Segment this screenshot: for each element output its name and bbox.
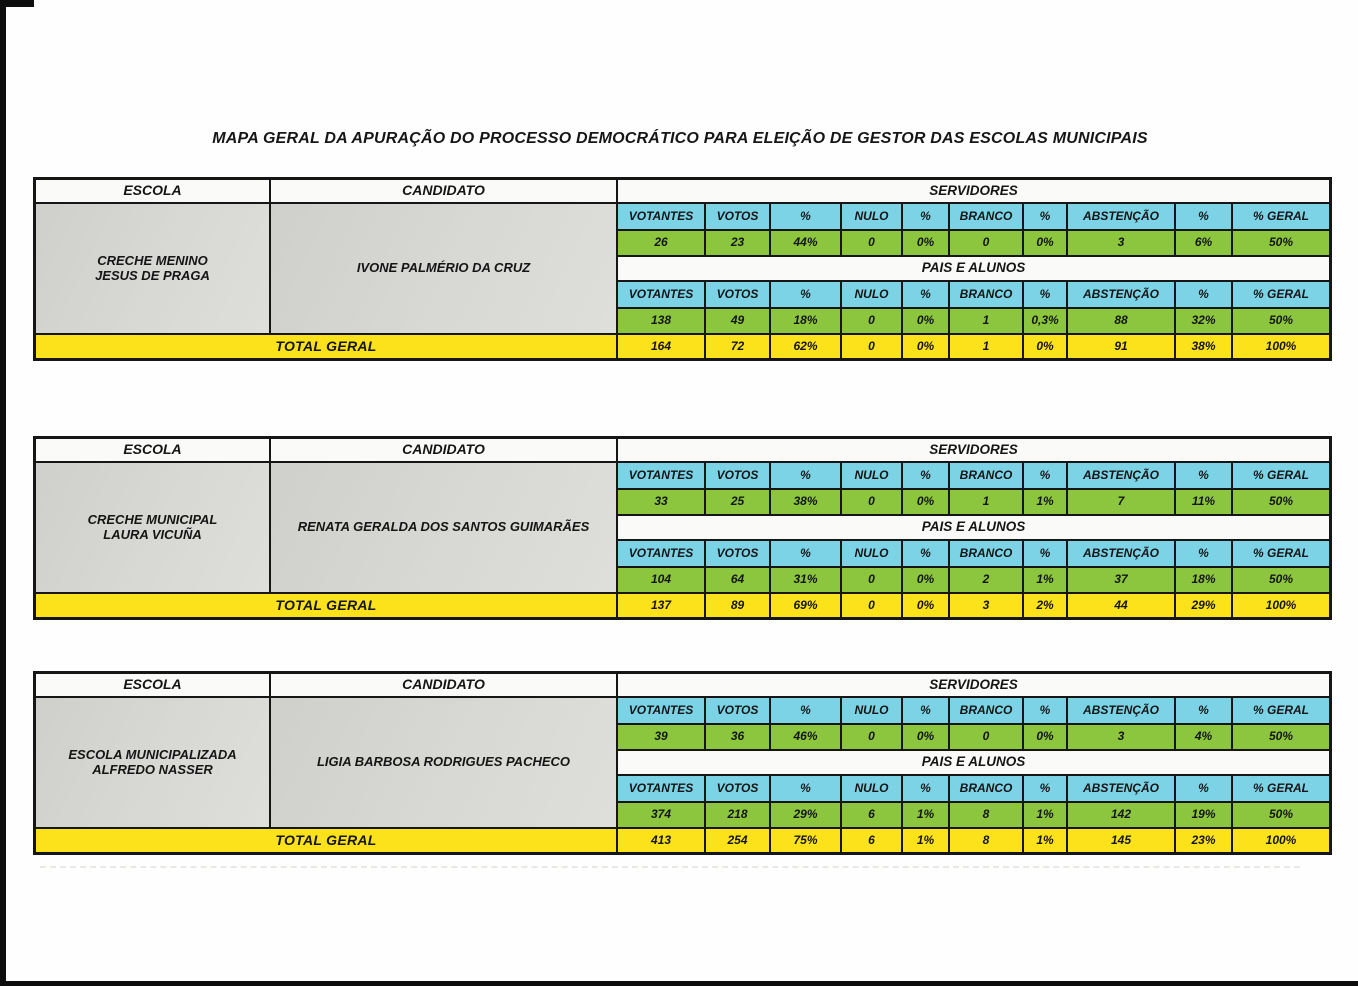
column-header-cell: ABSTENÇÃO xyxy=(1068,541,1174,566)
column-header-cell: BRANCO xyxy=(950,776,1022,801)
total-value-cell: 0% xyxy=(1024,335,1066,358)
pais-value-cell: 1% xyxy=(1024,803,1066,827)
servidores-value-cell: 26 xyxy=(618,231,704,255)
pais-value-cell: 32% xyxy=(1176,309,1231,333)
pais-value-cell: 29% xyxy=(771,803,840,827)
candidato-header-cell: CANDIDATO xyxy=(271,674,616,696)
scan-edge-bottom xyxy=(0,981,1358,986)
column-header-cell: % xyxy=(771,282,840,307)
school-name-line: CRECHE MENINO xyxy=(97,253,208,269)
school-name-line: ESCOLA MUNICIPALIZADA xyxy=(68,747,237,763)
school-name-line: ALFREDO NASSER xyxy=(92,761,213,777)
school-result-table xyxy=(33,671,1332,855)
column-header-cell: VOTOS xyxy=(706,463,769,488)
total-value-cell: 254 xyxy=(706,829,769,852)
column-header-cell: ABSTENÇÃO xyxy=(1068,204,1174,229)
pais-e-alunos-section-header: PAIS E ALUNOS xyxy=(618,751,1329,774)
total-value-cell: 6 xyxy=(842,829,901,852)
column-header-cell: % GERAL xyxy=(1233,776,1329,801)
column-header-cell: % GERAL xyxy=(1233,463,1329,488)
column-header-cell: ABSTENÇÃO xyxy=(1068,698,1174,723)
servidores-value-cell: 0 xyxy=(842,725,901,749)
scan-artifact-line xyxy=(40,866,1300,868)
total-value-cell: 3 xyxy=(950,594,1022,617)
servidores-value-cell: 1% xyxy=(1024,490,1066,514)
total-value-cell: 0 xyxy=(842,594,901,617)
column-header-cell: % xyxy=(903,776,948,801)
scan-corner-artifact xyxy=(0,0,34,7)
servidores-value-cell: 0% xyxy=(1024,231,1066,255)
column-header-cell: % xyxy=(771,698,840,723)
total-label-cell: TOTAL GERAL xyxy=(36,829,616,852)
total-value-cell: 0% xyxy=(903,335,948,358)
column-header-cell: VOTOS xyxy=(706,541,769,566)
column-header-cell: VOTANTES xyxy=(618,282,704,307)
column-header-cell: BRANCO xyxy=(950,463,1022,488)
total-value-cell: 2% xyxy=(1024,594,1066,617)
scan-edge-left xyxy=(0,0,6,986)
servidores-value-cell: 46% xyxy=(771,725,840,749)
pais-value-cell: 1% xyxy=(1024,568,1066,592)
total-value-cell: 1 xyxy=(950,335,1022,358)
pais-value-cell: 50% xyxy=(1233,803,1329,827)
column-header-cell: % xyxy=(1176,541,1231,566)
column-header-cell: % xyxy=(1024,282,1066,307)
candidate-name-cell: LIGIA BARBOSA RODRIGUES PACHECO xyxy=(271,698,616,827)
servidores-value-cell: 50% xyxy=(1233,490,1329,514)
total-value-cell: 8 xyxy=(950,829,1022,852)
school-name-line: CRECHE MUNICIPAL xyxy=(87,512,218,528)
column-header-cell: % GERAL xyxy=(1233,541,1329,566)
total-value-cell: 164 xyxy=(618,335,704,358)
servidores-value-cell: 0% xyxy=(903,490,948,514)
column-header-cell: % xyxy=(1024,698,1066,723)
school-result-table xyxy=(33,436,1332,620)
column-header-cell: VOTANTES xyxy=(618,541,704,566)
servidores-value-cell: 3 xyxy=(1068,231,1174,255)
column-header-cell: BRANCO xyxy=(950,698,1022,723)
column-header-cell: % xyxy=(903,282,948,307)
column-header-cell: % xyxy=(771,463,840,488)
pais-value-cell: 6 xyxy=(842,803,901,827)
pais-e-alunos-section-header: PAIS E ALUNOS xyxy=(618,257,1329,280)
school-name-cell xyxy=(36,463,269,592)
pais-value-cell: 2 xyxy=(950,568,1022,592)
column-header-cell: VOTOS xyxy=(706,204,769,229)
column-header-cell: % xyxy=(903,204,948,229)
total-value-cell: 62% xyxy=(771,335,840,358)
total-value-cell: 91 xyxy=(1068,335,1174,358)
pais-value-cell: 0% xyxy=(903,309,948,333)
pais-value-cell: 19% xyxy=(1176,803,1231,827)
total-value-cell: 72 xyxy=(706,335,769,358)
column-header-cell: BRANCO xyxy=(950,282,1022,307)
column-header-cell: VOTANTES xyxy=(618,463,704,488)
column-header-cell: % xyxy=(1024,776,1066,801)
servidores-value-cell: 4% xyxy=(1176,725,1231,749)
servidores-value-cell: 0% xyxy=(1024,725,1066,749)
column-header-cell: ABSTENÇÃO xyxy=(1068,463,1174,488)
pais-value-cell: 49 xyxy=(706,309,769,333)
column-header-cell: % xyxy=(1176,776,1231,801)
school-name-cell xyxy=(36,204,269,333)
total-value-cell: 1% xyxy=(1024,829,1066,852)
pais-e-alunos-section-header: PAIS E ALUNOS xyxy=(618,516,1329,539)
servidores-section-header: SERVIDORES xyxy=(618,674,1329,696)
school-result-table xyxy=(33,177,1332,361)
school-name-cell xyxy=(36,698,269,827)
pais-value-cell: 50% xyxy=(1233,309,1329,333)
pais-value-cell: 1% xyxy=(903,803,948,827)
column-header-cell: % xyxy=(1176,698,1231,723)
column-header-cell: % xyxy=(903,463,948,488)
column-header-cell: BRANCO xyxy=(950,204,1022,229)
column-header-cell: NULO xyxy=(842,204,901,229)
pais-value-cell: 142 xyxy=(1068,803,1174,827)
servidores-value-cell: 0 xyxy=(842,231,901,255)
column-header-cell: % GERAL xyxy=(1233,698,1329,723)
servidores-value-cell: 0 xyxy=(950,231,1022,255)
pais-value-cell: 18% xyxy=(771,309,840,333)
servidores-value-cell: 0% xyxy=(903,231,948,255)
total-value-cell: 29% xyxy=(1176,594,1231,617)
escola-header-cell: ESCOLA xyxy=(36,180,269,202)
column-header-cell: NULO xyxy=(842,776,901,801)
total-value-cell: 1% xyxy=(903,829,948,852)
column-header-cell: VOTOS xyxy=(706,698,769,723)
pais-value-cell: 0 xyxy=(842,568,901,592)
total-value-cell: 23% xyxy=(1176,829,1231,852)
servidores-value-cell: 11% xyxy=(1176,490,1231,514)
pais-value-cell: 138 xyxy=(618,309,704,333)
total-value-cell: 75% xyxy=(771,829,840,852)
column-header-cell: ABSTENÇÃO xyxy=(1068,776,1174,801)
candidato-header-cell: CANDIDATO xyxy=(271,180,616,202)
column-header-cell: % xyxy=(1024,463,1066,488)
servidores-section-header: SERVIDORES xyxy=(618,180,1329,202)
column-header-cell: VOTOS xyxy=(706,776,769,801)
pais-value-cell: 64 xyxy=(706,568,769,592)
total-value-cell: 145 xyxy=(1068,829,1174,852)
column-header-cell: % xyxy=(903,541,948,566)
pais-value-cell: 374 xyxy=(618,803,704,827)
servidores-value-cell: 6% xyxy=(1176,231,1231,255)
servidores-value-cell: 0 xyxy=(842,490,901,514)
column-header-cell: % xyxy=(1176,282,1231,307)
column-header-cell: NULO xyxy=(842,698,901,723)
servidores-value-cell: 50% xyxy=(1233,231,1329,255)
column-header-cell: VOTANTES xyxy=(618,698,704,723)
servidores-value-cell: 0% xyxy=(903,725,948,749)
total-label-cell: TOTAL GERAL xyxy=(36,594,616,617)
total-label-cell: TOTAL GERAL xyxy=(36,335,616,358)
total-value-cell: 100% xyxy=(1233,829,1329,852)
column-header-cell: ABSTENÇÃO xyxy=(1068,282,1174,307)
servidores-value-cell: 44% xyxy=(771,231,840,255)
total-value-cell: 413 xyxy=(618,829,704,852)
column-header-cell: BRANCO xyxy=(950,541,1022,566)
column-header-cell: % xyxy=(771,204,840,229)
pais-value-cell: 37 xyxy=(1068,568,1174,592)
total-value-cell: 89 xyxy=(706,594,769,617)
servidores-value-cell: 3 xyxy=(1068,725,1174,749)
candidato-header-cell: CANDIDATO xyxy=(271,439,616,461)
servidores-value-cell: 36 xyxy=(706,725,769,749)
total-value-cell: 0 xyxy=(842,335,901,358)
servidores-value-cell: 1 xyxy=(950,490,1022,514)
school-name-line: LAURA VICUÑA xyxy=(103,526,202,542)
servidores-value-cell: 38% xyxy=(771,490,840,514)
pais-value-cell: 88 xyxy=(1068,309,1174,333)
column-header-cell: % xyxy=(1176,204,1231,229)
servidores-value-cell: 23 xyxy=(706,231,769,255)
column-header-cell: % xyxy=(771,541,840,566)
column-header-cell: % xyxy=(771,776,840,801)
total-value-cell: 0% xyxy=(903,594,948,617)
pais-value-cell: 0% xyxy=(903,568,948,592)
pais-value-cell: 104 xyxy=(618,568,704,592)
column-header-cell: % xyxy=(1176,463,1231,488)
column-header-cell: NULO xyxy=(842,282,901,307)
column-header-cell: NULO xyxy=(842,541,901,566)
servidores-section-header: SERVIDORES xyxy=(618,439,1329,461)
servidores-value-cell: 33 xyxy=(618,490,704,514)
column-header-cell: VOTOS xyxy=(706,282,769,307)
column-header-cell: VOTANTES xyxy=(618,204,704,229)
pais-value-cell: 50% xyxy=(1233,568,1329,592)
column-header-cell: % GERAL xyxy=(1233,204,1329,229)
total-value-cell: 69% xyxy=(771,594,840,617)
column-header-cell: % xyxy=(1024,541,1066,566)
pais-value-cell: 1 xyxy=(950,309,1022,333)
column-header-cell: NULO xyxy=(842,463,901,488)
school-name-line: JESUS DE PRAGA xyxy=(95,267,210,283)
pais-value-cell: 218 xyxy=(706,803,769,827)
total-value-cell: 100% xyxy=(1233,335,1329,358)
candidate-name-cell: RENATA GERALDA DOS SANTOS GUIMARÃES xyxy=(271,463,616,592)
column-header-cell: % xyxy=(1024,204,1066,229)
column-header-cell: % xyxy=(903,698,948,723)
pais-value-cell: 31% xyxy=(771,568,840,592)
escola-header-cell: ESCOLA xyxy=(36,674,269,696)
servidores-value-cell: 0 xyxy=(950,725,1022,749)
pais-value-cell: 8 xyxy=(950,803,1022,827)
servidores-value-cell: 7 xyxy=(1068,490,1174,514)
total-value-cell: 44 xyxy=(1068,594,1174,617)
pais-value-cell: 18% xyxy=(1176,568,1231,592)
servidores-value-cell: 50% xyxy=(1233,725,1329,749)
escola-header-cell: ESCOLA xyxy=(36,439,269,461)
servidores-value-cell: 25 xyxy=(706,490,769,514)
document-title: MAPA GERAL DA APURAÇÃO DO PROCESSO DEMOCRÁTICO PARA ELEIÇÃO DE GESTOR DAS ESCOLAS MUNICIPAIS xyxy=(212,130,1148,147)
total-value-cell: 38% xyxy=(1176,335,1231,358)
candidate-name-cell: IVONE PALMÉRIO DA CRUZ xyxy=(271,204,616,333)
servidores-value-cell: 39 xyxy=(618,725,704,749)
column-header-cell: % GERAL xyxy=(1233,282,1329,307)
total-value-cell: 100% xyxy=(1233,594,1329,617)
column-header-cell: VOTANTES xyxy=(618,776,704,801)
pais-value-cell: 0,3% xyxy=(1024,309,1066,333)
pais-value-cell: 0 xyxy=(842,309,901,333)
total-value-cell: 137 xyxy=(618,594,704,617)
